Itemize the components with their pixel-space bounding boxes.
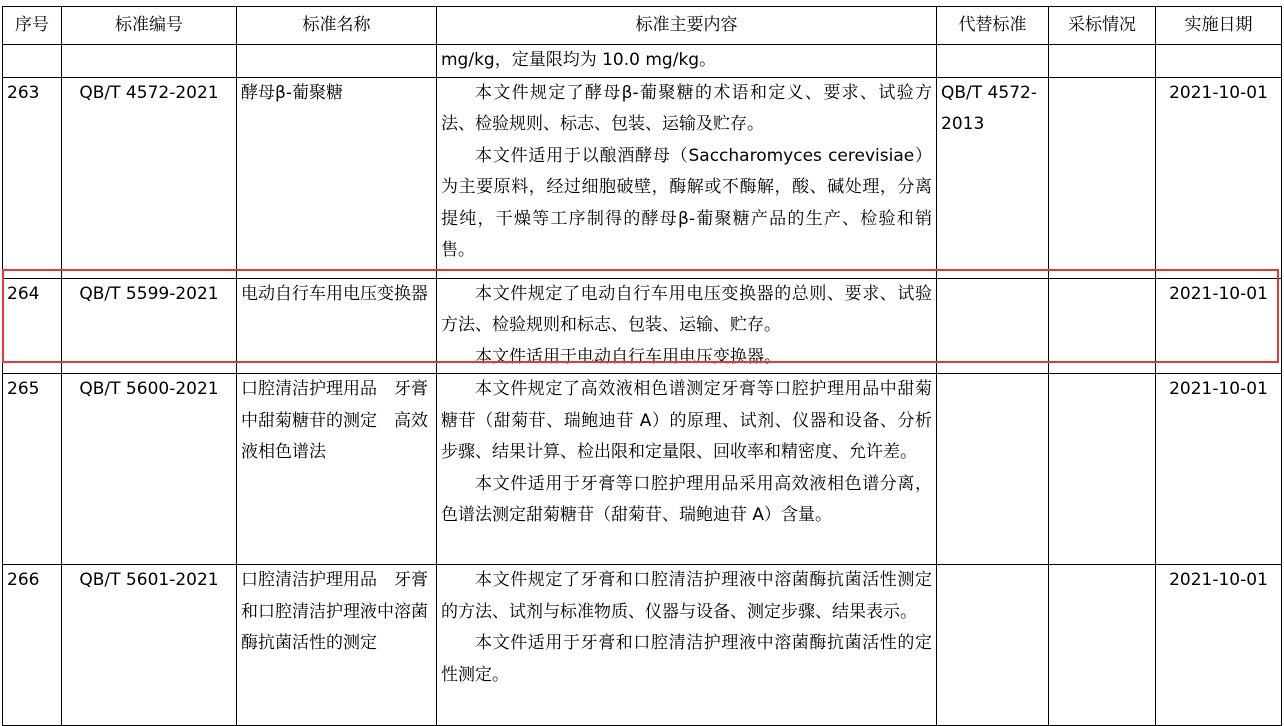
cell-date: 2021-10-01 <box>1156 278 1282 374</box>
content-paragraph: 本文件规定了高效液相色谱测定牙膏等口腔护理用品中甜菊糖苷（甜菊苷、瑞鲍迪苷 A）的原理、试剂、仪器和设备、分析步骤、结果计算、检出限和定量限、回收率和精密度、允许差。 <box>441 379 932 462</box>
table-row <box>3 374 1282 565</box>
cell-content <box>437 374 937 565</box>
cell-no <box>3 45 62 78</box>
cell-adoption <box>1049 45 1156 78</box>
cell-replaces <box>937 374 1049 565</box>
header-name: 标准名称 <box>237 7 437 45</box>
table-row-highlighted <box>3 278 1282 374</box>
header-date: 实施日期 <box>1156 7 1282 45</box>
content-paragraph: 本文件适用于电动自行车用电压变换器。 <box>475 346 781 367</box>
cell-content <box>437 45 937 78</box>
table-row <box>3 565 1282 726</box>
table-row <box>3 77 1282 278</box>
content-paragraph: 本文件规定了牙膏和口腔清洁护理液中溶菌酶抗菌活性测定的方法、试剂与标准物质、仪器与设备、测定步骤、结果表示。 <box>441 570 932 622</box>
content-paragraph: mg/kg，定量限均为 10.0 mg/kg。 <box>441 50 717 70</box>
cell-no: 264 <box>3 278 62 374</box>
cell-adoption <box>1049 374 1156 565</box>
content-paragraph: 本文件规定了电动自行车用电压变换器的总则、要求、试验方法、检验规则和标志、包装、运输、贮存。 <box>441 283 932 335</box>
cell-adoption <box>1049 565 1156 726</box>
cell-date <box>1156 45 1282 78</box>
cell-code: QB/T 5600-2021 <box>62 374 237 565</box>
cell-code: QB/T 5601-2021 <box>62 565 237 726</box>
cell-adoption <box>1049 278 1156 374</box>
header-adoption: 采标情况 <box>1049 7 1156 45</box>
cell-content <box>437 278 937 374</box>
cell-replaces <box>937 565 1049 726</box>
cell-no: 263 <box>3 77 62 278</box>
header-replaces: 代替标准 <box>937 7 1049 45</box>
cell-date: 2021-10-01 <box>1156 77 1282 278</box>
cell-code <box>62 45 237 78</box>
cell-code: QB/T 4572-2021 <box>62 77 237 278</box>
cell-no: 266 <box>3 565 62 726</box>
header-code: 标准编号 <box>62 7 237 45</box>
cell-content <box>437 565 937 726</box>
cell-code: QB/T 5599-2021 <box>62 278 237 374</box>
cell-replaces: QB/T 4572-2013 <box>937 77 1049 278</box>
cell-name: 酵母β-葡聚糖 <box>237 77 437 278</box>
table-row-continuation <box>3 45 1282 78</box>
cell-name: 口腔清洁护理用品 牙膏和口腔清洁护理液中溶菌酶抗菌活性的测定 <box>237 565 437 726</box>
cell-content <box>437 77 937 278</box>
header-row <box>3 7 1282 45</box>
cell-name: 电动自行车用电压变换器 <box>237 278 437 374</box>
cell-name <box>237 45 437 78</box>
header-no: 序号 <box>3 7 62 45</box>
cell-name: 口腔清洁护理用品 牙膏中甜菊糖苷的测定 高效液相色谱法 <box>237 374 437 565</box>
content-paragraph: 本文件适用于牙膏等口腔护理用品采用高效液相色谱分离，色谱法测定甜菊糖苷（甜菊苷、瑞鲍迪苷 A）含量。 <box>441 473 932 525</box>
standards-table <box>2 6 1282 726</box>
cell-no: 265 <box>3 374 62 565</box>
content-paragraph: 本文件适用于牙膏和口腔清洁护理液中溶菌酶抗菌活性的定性测定。 <box>441 633 932 685</box>
cell-replaces <box>937 45 1049 78</box>
cell-adoption <box>1049 77 1156 278</box>
content-paragraph: 本文件规定了酵母β-葡聚糖的术语和定义、要求、试验方法、检验规则、标志、包装、运输及贮存。 <box>441 82 932 134</box>
content-paragraph: 本文件适用于以酿酒酵母（Saccharomyces cerevisiae）为主要原料，经过细胞破壁，酶解或不酶解，酸、碱处理，分离提纯，干燥等工序制得的酵母β-葡聚糖产品的生产、检验和销售。 <box>441 145 932 260</box>
cell-date: 2021-10-01 <box>1156 565 1282 726</box>
cell-replaces <box>937 278 1049 374</box>
header-content: 标准主要内容 <box>437 7 937 45</box>
cell-date: 2021-10-01 <box>1156 374 1282 565</box>
